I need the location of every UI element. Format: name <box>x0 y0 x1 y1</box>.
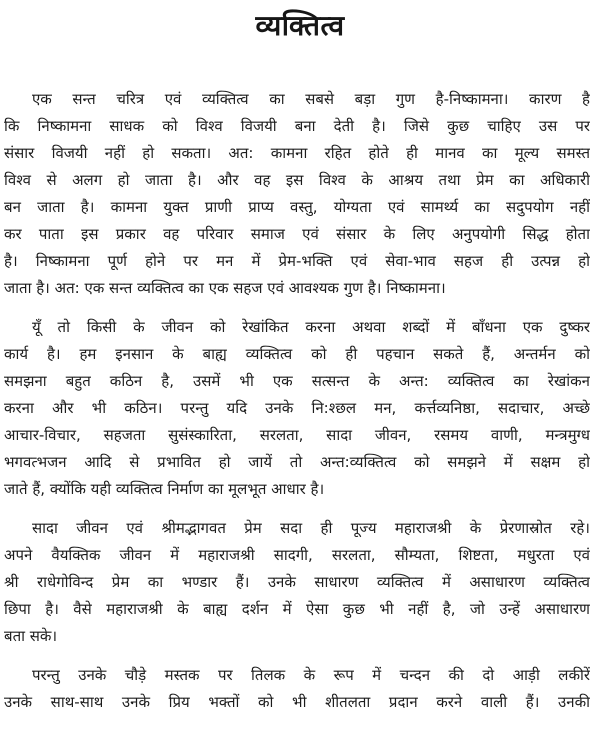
text-line: जाते हैं, क्योंकि यही व्यक्तित्व निर्माण का मूलभूत आधार है। <box>4 480 325 498</box>
text-line: करना और भी कठिन। परन्तु यदि उनके नि:श्छल मन, कर्त्तव्यनिष्ठा, सदाचार, अच्छे <box>4 399 590 417</box>
text-line: छिपा है। वैसे महाराजश्री के बाह्य दर्शन में ऐसा कुछ भी नहीं है, जो उन्हें असाधारण <box>4 600 590 618</box>
page-title: व्यक्तित्व <box>255 9 345 42</box>
paragraph-2 <box>4 314 590 503</box>
body-text <box>4 86 590 728</box>
text-line: श्री राधेगोविन्द प्रेम का भण्डार हैं। उनके साधारण व्यक्तित्व में असाधारण व्यक्तित्व <box>4 573 590 591</box>
text-line: भगवत्भजन आदि से प्रभावित हो जायें तो अन्त:व्यक्तित्व को समझने में सक्षम हो <box>4 453 590 471</box>
text-line: कर पाता इस प्रकार वह परिवार समाज एवं संसार के लिए अनुपयोगी सिद्ध होता <box>4 225 590 243</box>
paragraph-1 <box>4 86 590 302</box>
text-line: जाता है। अत: एक सन्त व्यक्तित्व का एक सहज एवं आवश्यक गुण है। निष्कामना। <box>4 279 446 297</box>
text-line: बन जाता है। कामना युक्त प्राणी प्राप्य वस्तु, योग्यता एवं सामर्थ्य का सदुपयोग नहीं <box>4 198 590 216</box>
text-line: कि निष्कामना साधक को विश्व विजयी बना देती है। जिसे कुछ चाहिए उस पर <box>4 117 590 135</box>
text-line: बता सके। <box>4 627 58 645</box>
text-line: समझना बहुत कठिन है, उसमें भी एक सत्सन्त के अन्त: व्यक्तित्व का रेखांकन <box>4 372 590 390</box>
text-line: उनके साथ-साथ उनके प्रिय भक्तों को भी शीतलता प्रदान करने वाली हैं। उनकी <box>4 693 590 711</box>
paragraph-4 <box>4 662 590 716</box>
text-line: है। निष्कामना पूर्ण होने पर मन में प्रेम-भक्ति एवं सेवा-भाव सहज ही उत्पन्न हो <box>4 252 590 270</box>
paragraph-3 <box>4 515 590 650</box>
text-line: विश्व से अलग हो जाता है। और वह इस विश्व के आश्रय तथा प्रेम का अधिकारी <box>4 171 590 189</box>
text-line: आचार-विचार, सहजता सुसंस्कारिता, सरलता, सादा जीवन, रसमय वाणी, मन्त्रमुग्ध <box>4 426 590 444</box>
text-line: कार्य है। हम इनसान के बाह्य व्यक्तित्व को ही पहचान सकते हैं, अन्तर्मन को <box>4 345 590 363</box>
text-line: सादा जीवन एवं श्रीमद्भागवत प्रेम सदा ही पूज्य महाराजश्री के प्रेरणास्रोत रहे। <box>32 519 590 537</box>
text-line: परन्तु उनके चौड़े मस्तक पर तिलक के रूप में चन्दन की दो आड़ी लकीरें <box>32 666 590 684</box>
text-line: एक सन्त चरित्र एवं व्यक्तित्व का सबसे बड़ा गुण है-निष्कामना। कारण है <box>32 90 590 108</box>
text-line: अपने वैयक्तिक जीवन में महाराजश्री सादगी, सरलता, सौम्यता, शिष्टता, मधुरता एवं <box>4 546 590 564</box>
text-line: संसार विजयी नहीं हो सकता। अत: कामना रहित होते ही मानव का मूल्य समस्त <box>4 144 590 162</box>
text-line: यूँ तो किसी के जीवन को रेखांकित करना अथवा शब्दों में बाँधना एक दुष्कर <box>32 318 590 336</box>
